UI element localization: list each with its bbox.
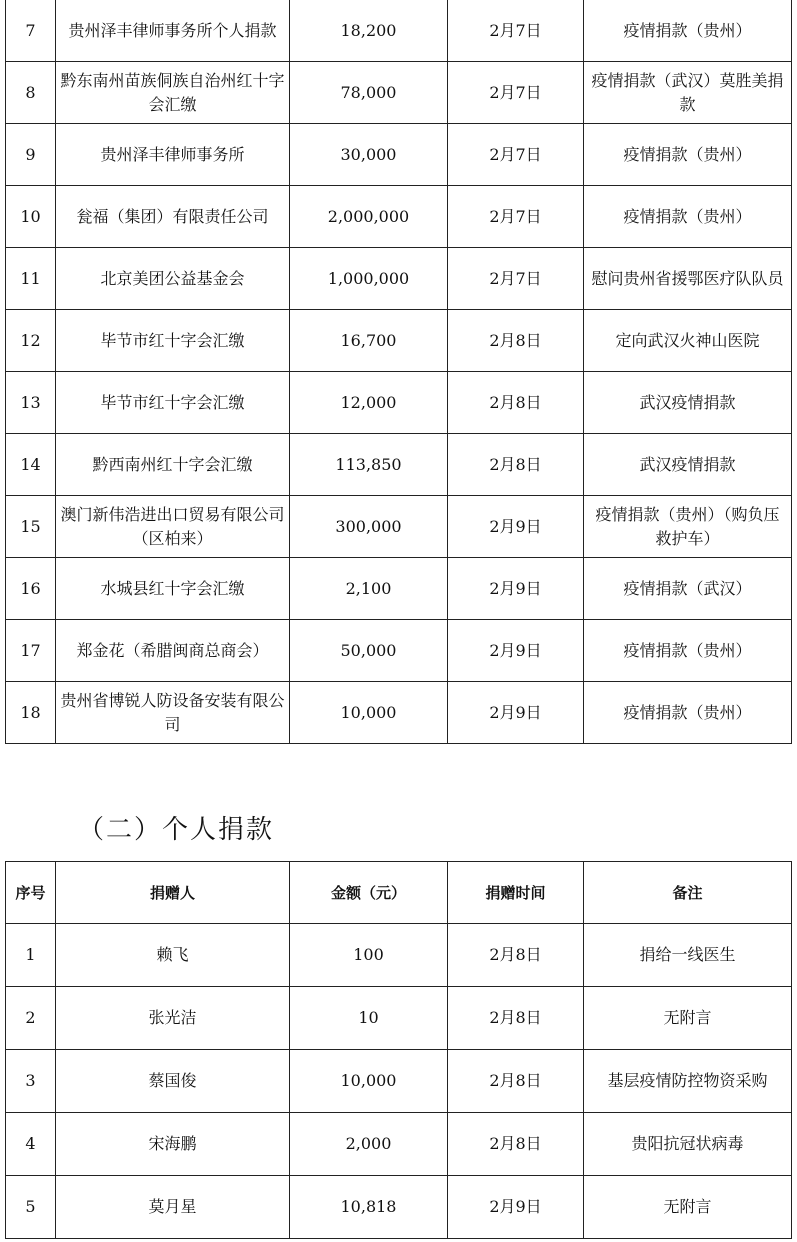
- cell-date: 2月8日: [448, 1113, 584, 1176]
- cell-date: 2月8日: [448, 372, 584, 434]
- table-row: [6, 434, 792, 496]
- individual-donation-table: [5, 861, 792, 1239]
- cell-no: 2: [6, 987, 56, 1050]
- cell-date: 2月8日: [448, 924, 584, 987]
- cell-amount: 10,818: [290, 1176, 448, 1239]
- cell-date: 2月9日: [448, 496, 584, 558]
- cell-date: 2月8日: [448, 1050, 584, 1113]
- cell-date: 2月8日: [448, 434, 584, 496]
- cell-donor: 毕节市红十字会汇缴: [56, 372, 290, 434]
- table-row: [6, 924, 792, 987]
- cell-donor: 黔西南州红十字会汇缴: [56, 434, 290, 496]
- table-row: [6, 682, 792, 744]
- cell-note: 基层疫情防控物资采购: [584, 1050, 792, 1113]
- cell-note: 疫情捐款（贵州）（购负压救护车）: [584, 496, 792, 558]
- cell-date: 2月7日: [448, 62, 584, 124]
- cell-no: 8: [6, 62, 56, 124]
- header-amount: 金额（元）: [290, 862, 448, 924]
- cell-no: 5: [6, 1176, 56, 1239]
- cell-no: 13: [6, 372, 56, 434]
- cell-no: 16: [6, 558, 56, 620]
- organization-donation-table: [5, 0, 792, 744]
- table-row: [6, 987, 792, 1050]
- table-row: [6, 496, 792, 558]
- cell-no: 11: [6, 248, 56, 310]
- table-row: [6, 310, 792, 372]
- cell-no: 9: [6, 124, 56, 186]
- header-donor: 捐赠人: [56, 862, 290, 924]
- cell-amount: 100: [290, 924, 448, 987]
- cell-note: 慰问贵州省援鄂医疗队队员: [584, 248, 792, 310]
- cell-note: 疫情捐款（武汉）: [584, 558, 792, 620]
- cell-no: 14: [6, 434, 56, 496]
- cell-donor: 贵州省博锐人防设备安装有限公司: [56, 682, 290, 744]
- table-row: [6, 558, 792, 620]
- table-row: [6, 1176, 792, 1239]
- cell-note: 疫情捐款（贵州）: [584, 0, 792, 62]
- cell-donor: 张光洁: [56, 987, 290, 1050]
- cell-donor: 郑金花（希腊闽商总商会）: [56, 620, 290, 682]
- cell-no: 10: [6, 186, 56, 248]
- cell-note: 武汉疫情捐款: [584, 372, 792, 434]
- cell-note: 武汉疫情捐款: [584, 434, 792, 496]
- table-row: [6, 1113, 792, 1176]
- table-row: [6, 372, 792, 434]
- header-no: 序号: [6, 862, 56, 924]
- cell-note: 无附言: [584, 1176, 792, 1239]
- cell-no: 17: [6, 620, 56, 682]
- table-row: [6, 186, 792, 248]
- cell-no: 7: [6, 0, 56, 62]
- cell-donor: 毕节市红十字会汇缴: [56, 310, 290, 372]
- cell-donor: 宋海鹏: [56, 1113, 290, 1176]
- cell-note: 疫情捐款（贵州）: [584, 186, 792, 248]
- cell-date: 2月8日: [448, 987, 584, 1050]
- cell-no: 3: [6, 1050, 56, 1113]
- cell-date: 2月8日: [448, 310, 584, 372]
- cell-amount: 10,000: [290, 682, 448, 744]
- cell-note: 疫情捐款（贵州）: [584, 682, 792, 744]
- cell-date: 2月9日: [448, 1176, 584, 1239]
- table-row: [6, 0, 792, 62]
- cell-amount: 12,000: [290, 372, 448, 434]
- cell-donor: 贵州泽丰律师事务所个人捐款: [56, 0, 290, 62]
- cell-no: 15: [6, 496, 56, 558]
- cell-note: 贵阳抗冠状病毒: [584, 1113, 792, 1176]
- cell-date: 2月7日: [448, 124, 584, 186]
- cell-donor: 黔东南州苗族侗族自治州红十字会汇缴: [56, 62, 290, 124]
- cell-note: 捐给一线医生: [584, 924, 792, 987]
- cell-amount: 50,000: [290, 620, 448, 682]
- section-title: （二）个人捐款: [78, 815, 275, 845]
- cell-date: 2月7日: [448, 0, 584, 62]
- table-row: [6, 62, 792, 124]
- cell-no: 1: [6, 924, 56, 987]
- cell-no: 4: [6, 1113, 56, 1176]
- table-header-row: [6, 862, 792, 924]
- cell-date: 2月9日: [448, 682, 584, 744]
- cell-date: 2月9日: [448, 558, 584, 620]
- cell-donor: 瓮福（集团）有限责任公司: [56, 186, 290, 248]
- cell-amount: 18,200: [290, 0, 448, 62]
- cell-note: 疫情捐款（贵州）: [584, 620, 792, 682]
- cell-donor: 赖飞: [56, 924, 290, 987]
- cell-no: 12: [6, 310, 56, 372]
- cell-donor: 贵州泽丰律师事务所: [56, 124, 290, 186]
- table-row: [6, 1050, 792, 1113]
- cell-amount: 10,000: [290, 1050, 448, 1113]
- cell-amount: 10: [290, 987, 448, 1050]
- cell-date: 2月7日: [448, 186, 584, 248]
- cell-note: 疫情捐款（贵州）: [584, 124, 792, 186]
- cell-amount: 300,000: [290, 496, 448, 558]
- cell-donor: 澳门新伟浩进出口贸易有限公司（区柏来）: [56, 496, 290, 558]
- cell-amount: 2,000: [290, 1113, 448, 1176]
- cell-amount: 78,000: [290, 62, 448, 124]
- header-date: 捐赠时间: [448, 862, 584, 924]
- cell-amount: 2,000,000: [290, 186, 448, 248]
- cell-note: 疫情捐款（武汉）莫胜美捐款: [584, 62, 792, 124]
- cell-donor: 莫月星: [56, 1176, 290, 1239]
- cell-amount: 16,700: [290, 310, 448, 372]
- cell-amount: 113,850: [290, 434, 448, 496]
- header-note: 备注: [584, 862, 792, 924]
- cell-date: 2月9日: [448, 620, 584, 682]
- cell-amount: 1,000,000: [290, 248, 448, 310]
- cell-note: 定向武汉火神山医院: [584, 310, 792, 372]
- cell-date: 2月7日: [448, 248, 584, 310]
- cell-donor: 蔡国俊: [56, 1050, 290, 1113]
- table-row: [6, 620, 792, 682]
- cell-amount: 30,000: [290, 124, 448, 186]
- cell-amount: 2,100: [290, 558, 448, 620]
- table-row: [6, 248, 792, 310]
- cell-donor: 水城县红十字会汇缴: [56, 558, 290, 620]
- cell-donor: 北京美团公益基金会: [56, 248, 290, 310]
- cell-note: 无附言: [584, 987, 792, 1050]
- cell-no: 18: [6, 682, 56, 744]
- table-row: [6, 124, 792, 186]
